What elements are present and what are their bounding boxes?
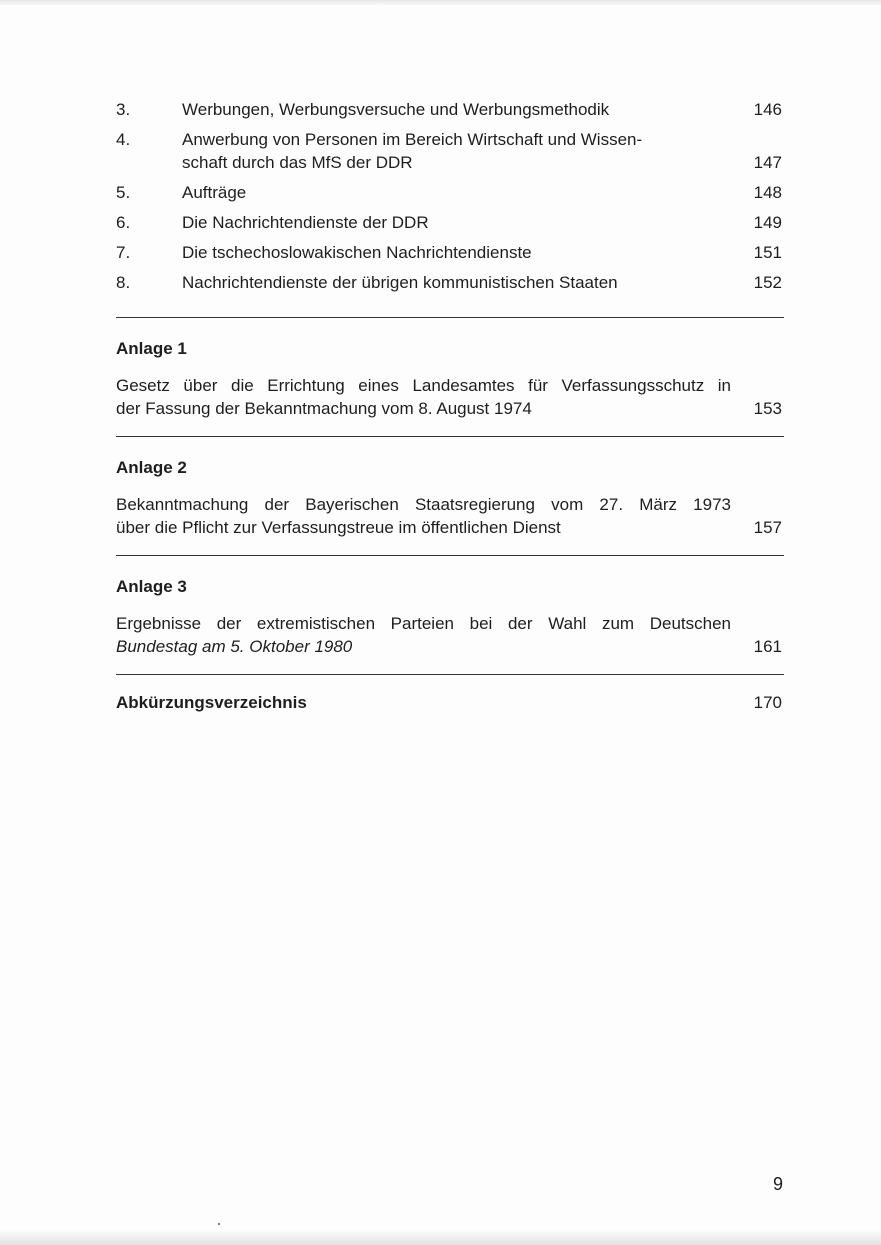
toc-entry-number: 8. bbox=[116, 273, 131, 292]
annex-entry-line: Bundestag am 5. Oktober 1980 bbox=[116, 637, 353, 656]
toc-entry-title: Werbungen, Werbungsversuche und Werbungsmethodik bbox=[182, 100, 610, 119]
section-divider bbox=[116, 555, 784, 556]
toc-entry-4[interactable] bbox=[116, 128, 784, 174]
annex-entry-1[interactable] bbox=[116, 374, 784, 420]
toc-entry-7[interactable] bbox=[116, 241, 784, 264]
toc-entry-title: Die Nachrichtendienste der DDR bbox=[182, 213, 429, 232]
toc-entry-number: 5. bbox=[116, 183, 131, 202]
section-divider bbox=[116, 674, 784, 675]
annex-entry-line: Gesetz über die Errichtung eines Landesamtes für Verfassungsschutz in bbox=[116, 376, 731, 395]
annex-entry-line: Ergebnisse der extremistischen Parteien bei der Wahl zum Deutschen bbox=[116, 614, 731, 633]
toc-entry-8[interactable] bbox=[116, 271, 784, 294]
annex-entry-page: 153 bbox=[753, 399, 782, 418]
toc-entry-3[interactable] bbox=[116, 98, 784, 121]
toc-entry-title-line: Anwerbung von Personen im Bereich Wirtschaft und Wissen- bbox=[182, 130, 643, 149]
toc-entry-page: 149 bbox=[753, 213, 782, 232]
annex-entry-title bbox=[116, 493, 731, 539]
toc-entry-title bbox=[182, 128, 712, 174]
toc-entry-number: 7. bbox=[116, 243, 131, 262]
annex-entry-title bbox=[116, 374, 731, 420]
abbreviations-label: Abkürzungsverzeichnis bbox=[116, 693, 307, 712]
print-speck bbox=[218, 1223, 220, 1225]
toc-entry-6[interactable] bbox=[116, 211, 784, 234]
toc-entry-title-line: schaft durch das MfS der DDR bbox=[182, 153, 413, 172]
toc-entry-title: Nachrichtendienste der übrigen kommunistischen Staaten bbox=[182, 273, 618, 292]
annex-entry-3[interactable] bbox=[116, 612, 784, 658]
toc-entry-number: 4. bbox=[116, 130, 131, 149]
annex-entry-page: 157 bbox=[753, 518, 782, 537]
toc-entry-number: 3. bbox=[116, 100, 131, 119]
toc-entry-page: 147 bbox=[753, 153, 782, 172]
annex-entry-line: über die Pflicht zur Verfassungstreue im öffentlichen Dienst bbox=[116, 518, 561, 537]
annex-entry-line: Bekanntmachung der Bayerischen Staatsregierung vom 27. März 1973 bbox=[116, 495, 731, 514]
page-edge-top bbox=[0, 0, 881, 6]
annex-entry-page: 161 bbox=[753, 637, 782, 656]
page-edge-bottom bbox=[0, 1230, 881, 1245]
abbreviations-entry[interactable] bbox=[116, 691, 784, 714]
annex-entry-title bbox=[116, 612, 731, 658]
toc-entry-number: 6. bbox=[116, 213, 131, 232]
section-divider bbox=[116, 436, 784, 437]
toc-entry-page: 151 bbox=[753, 243, 782, 262]
toc-entry-page: 146 bbox=[753, 100, 782, 119]
toc-entry-5[interactable] bbox=[116, 181, 784, 204]
section-divider bbox=[116, 317, 784, 318]
page-number: 9 bbox=[772, 1174, 783, 1194]
toc-entry-title: Die tschechoslowakischen Nachrichtendienste bbox=[182, 243, 532, 262]
toc-entry-page: 148 bbox=[753, 183, 782, 202]
annex-heading-2[interactable]: Anlage 2 bbox=[116, 458, 187, 477]
annex-heading-1[interactable]: Anlage 1 bbox=[116, 339, 187, 358]
annex-entry-2[interactable] bbox=[116, 493, 784, 539]
toc-entry-title: Aufträge bbox=[182, 183, 247, 202]
annex-entry-line: der Fassung der Bekanntmachung vom 8. August 1974 bbox=[116, 399, 532, 418]
table-of-contents bbox=[116, 98, 784, 714]
annex-heading-3[interactable]: Anlage 3 bbox=[116, 577, 187, 596]
toc-entry-page: 152 bbox=[753, 273, 782, 292]
abbreviations-page: 170 bbox=[753, 693, 782, 712]
